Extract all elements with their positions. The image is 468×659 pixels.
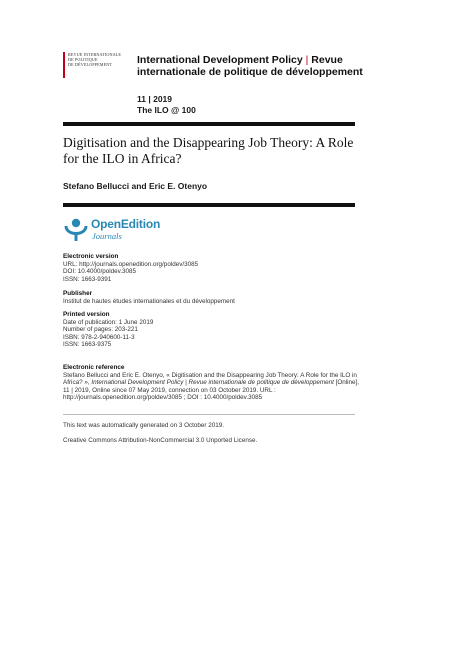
electronic-version-issn: ISSN: 1663-9391 xyxy=(63,275,112,283)
printed-version-pages: Number of pages: 203-221 xyxy=(63,326,138,334)
journal-title-en: International Development Policy xyxy=(137,54,303,66)
logo-line: DE POLITIQUE xyxy=(68,57,98,62)
openedition-icon xyxy=(64,216,88,242)
reference-part-3[interactable]: [Online], 11 | 2019, Online since 07 May 2019, connection on 03 October 2019. URL : http://journals.openedition.org/poldev/3085 ; DOI : 10.4000/poldev.3085 xyxy=(63,379,360,402)
top-divider xyxy=(63,122,355,126)
openedition-name: OpenEdition xyxy=(91,217,161,231)
issue-info xyxy=(137,94,196,115)
publisher-block xyxy=(63,290,363,305)
journal-logo xyxy=(63,52,130,78)
printed-version-issn: ISSN: 1663-9375 xyxy=(63,341,112,349)
logo-line: DE DÉVELOPPEMENT xyxy=(68,62,113,67)
openedition-sub: Journals xyxy=(92,231,122,241)
printed-version-label: Printed version xyxy=(63,311,110,318)
generated-note: This text was automatically generated on 3 October 2019. xyxy=(63,422,225,429)
journal-title xyxy=(137,54,377,78)
publisher-name: Institut de hautes études internationales et du développement xyxy=(63,297,235,305)
electronic-version-doi[interactable]: DOI: 10.4000/poldev.3085 xyxy=(63,268,137,276)
reference-part-1: Stefano Bellucci and Eric E. Otenyo, « Digitisation and the Disappearing Job Theory: A Role for the ILO in Africa? », xyxy=(63,371,357,387)
publisher-label: Publisher xyxy=(63,290,93,297)
printed-version-date: Date of publication: 1 June 2019 xyxy=(63,318,154,326)
electronic-reference-label: Electronic reference xyxy=(63,364,125,371)
electronic-reference-text xyxy=(63,372,363,402)
issue-number: 11 | 2019 xyxy=(137,94,172,104)
electronic-version-block xyxy=(63,253,363,283)
printed-version-isbn: ISBN: 978-2-940600-11-3 xyxy=(63,333,135,341)
issue-theme: The ILO @ 100 xyxy=(137,104,196,115)
article-authors: Stefano Bellucci and Eric E. Otenyo xyxy=(63,181,208,191)
license-note[interactable]: Creative Commons Attribution-NonCommercial 3.0 Unported License. xyxy=(63,437,258,444)
electronic-version-url[interactable]: URL: http://journals.openedition.org/poldev/3085 xyxy=(63,260,199,268)
printed-version-block xyxy=(63,311,363,349)
reference-journal-name: International Development Policy | Revue internationale de politique de développement xyxy=(91,379,334,387)
logo-line: REVUE INTERNATIONALE xyxy=(68,52,122,57)
title-separator: | xyxy=(305,54,309,66)
bottom-divider xyxy=(63,203,355,207)
openedition-logo[interactable] xyxy=(64,216,184,244)
journal-title-fr: Revue internationale de politique de développement xyxy=(137,54,363,78)
electronic-reference-block xyxy=(63,364,363,402)
article-title: Digitisation and the Disappearing Job Theory: A Role for the ILO in Africa? xyxy=(63,135,354,166)
electronic-version-label: Electronic version xyxy=(63,253,119,260)
footer-divider xyxy=(63,414,355,415)
